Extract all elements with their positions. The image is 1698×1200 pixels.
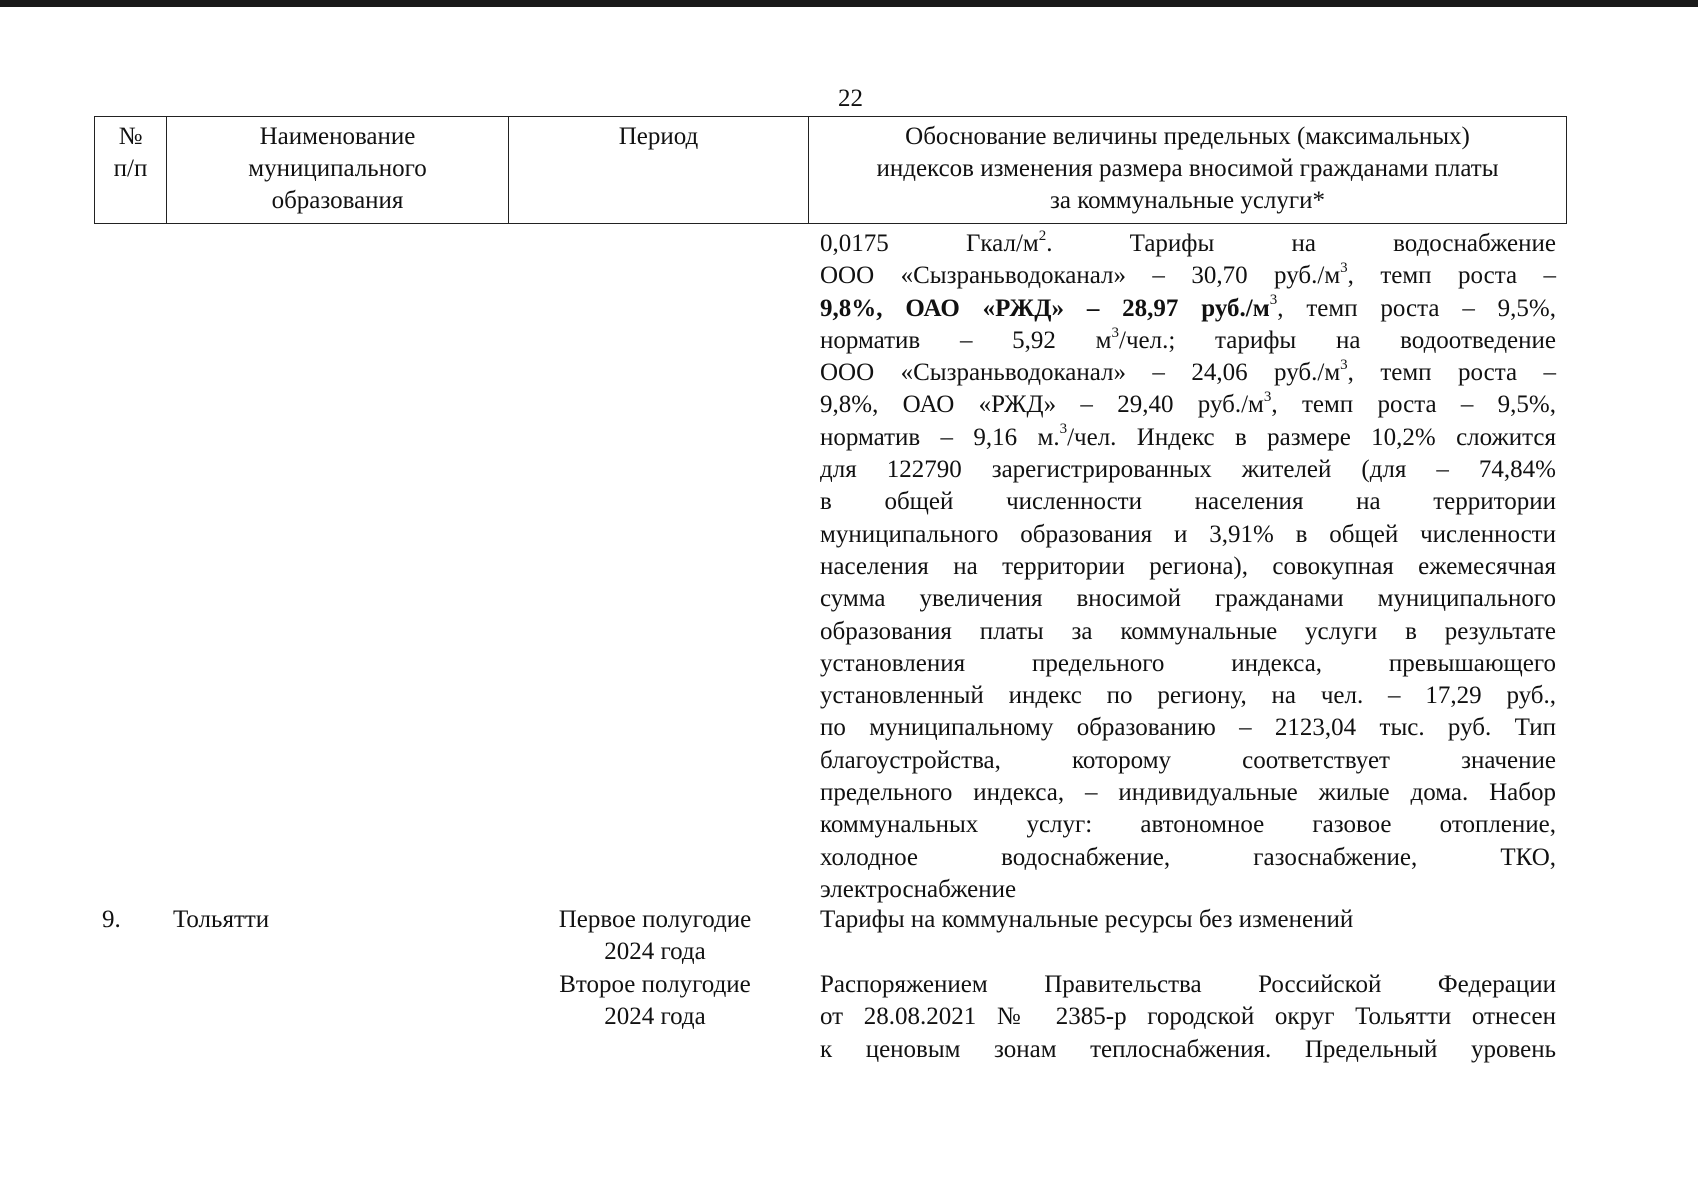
paragraph-line: ООО «Сызраньводоканал» – 24,06 $руб./м^3$, темп роста –	[820, 356, 1556, 387]
paragraph-line: норматив – 9,16 м.$^3$/чел. Индекс в размере 10,2% сложится	[820, 421, 1556, 451]
period-line: 2024 года	[604, 1003, 706, 1031]
header-text-line: муниципального	[248, 155, 427, 182]
paragraph-line: коммунальных услуг: автономное газовое отопление,	[820, 811, 1556, 839]
paragraph-line: образования платы за коммунальные услуги в результате	[820, 617, 1556, 645]
header-text-line: п/п	[113, 155, 148, 182]
header-col-number	[95, 117, 167, 224]
header-col-municipality	[167, 117, 509, 224]
header-text-line: образования	[271, 187, 404, 214]
header-text-line: за коммунальные услуги*	[1049, 187, 1326, 214]
paragraph-line: ООО «Сызраньводоканал» – 30,70 $руб./м^3$, темп роста –	[820, 259, 1556, 290]
header-text-line: Период	[618, 123, 699, 150]
justification-continuation	[820, 228, 1556, 906]
paragraph-line: установленный индекс по региону, на чел. – 17,29 руб.,	[820, 682, 1556, 710]
paragraph-line: 9,8%, ОАО «РЖД» – 28,97 $руб./м^3$, темп роста – 9,5%,	[820, 292, 1556, 322]
paragraph-line: предельного индекса, – индивидуальные жилые дома. Набор	[820, 779, 1556, 807]
paragraph-line: сумма увеличения вносимой гражданами муниципального	[820, 585, 1556, 613]
header-text-line: Наименование	[259, 123, 416, 150]
table-header	[94, 116, 1567, 224]
period-line: Второе полугодие	[559, 971, 751, 998]
period-second-half	[540, 969, 770, 1034]
paragraph-line: норматив – 5,92 $м^3$/чел.; тарифы на водоотведение	[820, 324, 1556, 354]
header-text-line: индексов изменения размера вносимой гражданами платы	[876, 155, 1499, 182]
period-first-half	[540, 904, 770, 969]
period-line: Первое полугодие	[558, 906, 752, 933]
paragraph-line: населения на территории региона), совокупная ежемесячная	[820, 552, 1556, 580]
paragraph-line: муниципального образования и 3,91% в общей численности	[820, 520, 1556, 548]
paragraph-line: от 28.08.2021 № 2385-р городской округ Тольятти отнесен	[820, 1003, 1556, 1031]
top-rule	[0, 0, 1698, 7]
row-number: 9.	[102, 906, 121, 933]
paragraph-line: электроснабжение	[820, 875, 1017, 903]
header-col-justification	[809, 117, 1567, 224]
paragraph-line: Распоряжением Правительства Российской Федерации	[820, 971, 1556, 998]
paragraph-line: к ценовым зонам теплоснабжения. Предельный уровень	[820, 1035, 1556, 1063]
paragraph-line: 0,0175 Гкал/$м^2$. Тарифы на водоснабжение	[820, 227, 1556, 257]
period-first-text: Тарифы на коммунальные ресурсы без изменений	[820, 906, 1354, 933]
paragraph-line: в общей численности населения на территории	[820, 488, 1556, 516]
municipality-name: Тольятти	[173, 906, 270, 933]
paragraph-line: по муниципальному образованию – 2123,04 тыс. руб. Тип	[820, 714, 1556, 742]
header-text-line: №	[118, 123, 143, 150]
header-text-line: Обоснование величины предельных (максимальных)	[905, 123, 1470, 150]
paragraph-line: для 122790 зарегистрированных жителей (для – 74,84%	[820, 456, 1556, 484]
table-header-row	[95, 117, 1567, 224]
paragraph-line: установления предельного индекса, превышающего	[820, 649, 1556, 677]
header-col-period	[509, 117, 809, 224]
period-line: 2024 года	[604, 938, 706, 966]
page-number: 22	[838, 85, 863, 112]
paragraph-line: благоустройства, которому соответствует значение	[820, 746, 1556, 774]
paragraph-line: холодное водоснабжение, газоснабжение, ТКО,	[820, 843, 1556, 871]
period-second-text	[820, 969, 1556, 1066]
paragraph-line: 9,8%, ОАО «РЖД» – 29,40 $руб./м^3$, темп роста – 9,5%,	[820, 389, 1556, 419]
